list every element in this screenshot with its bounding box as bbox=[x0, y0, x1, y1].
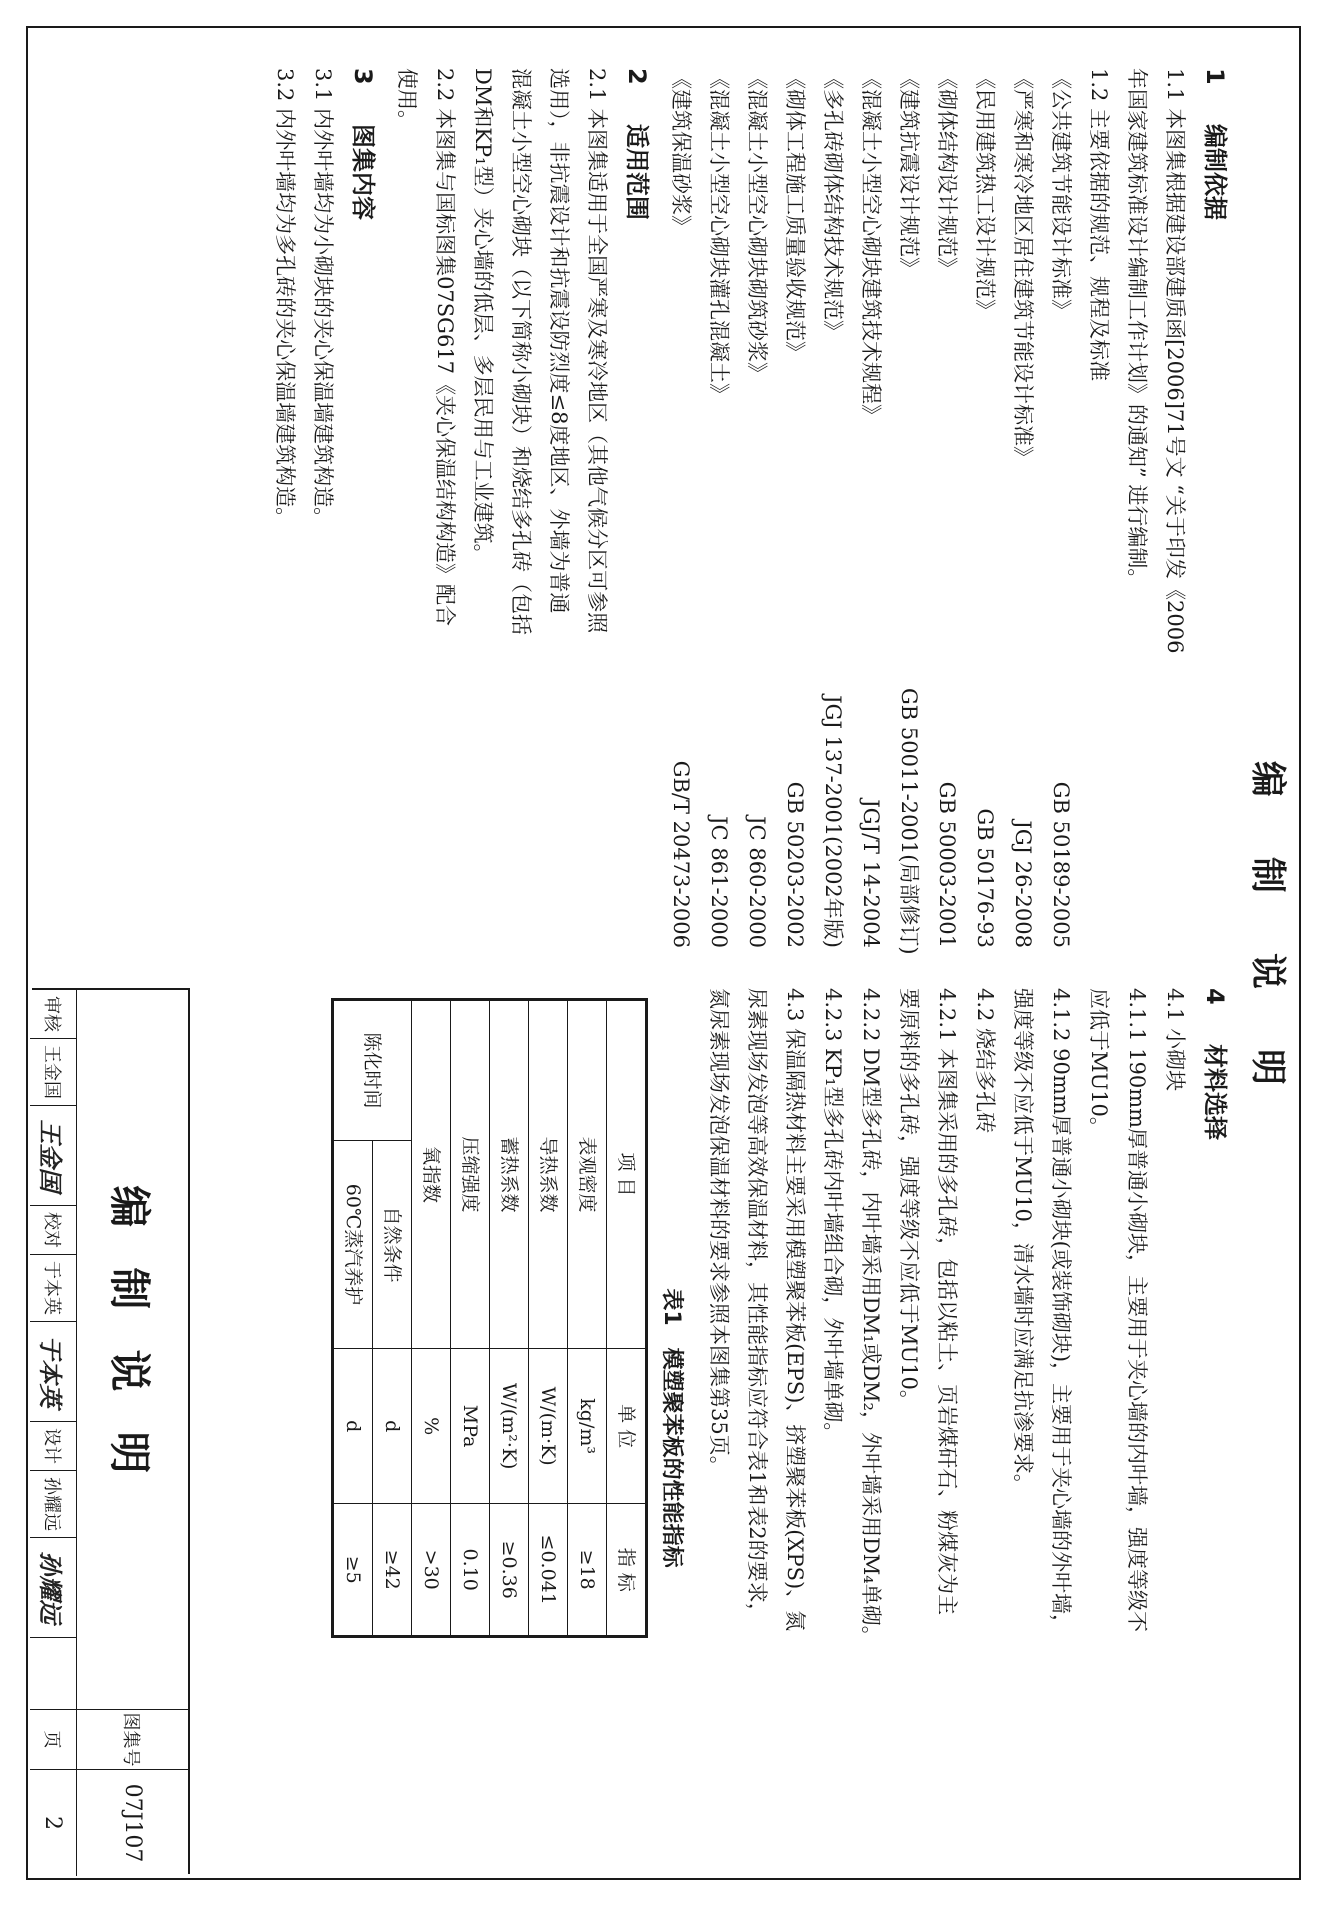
standard-code: GB 50203-2002 bbox=[783, 781, 807, 948]
section-4-title bbox=[1196, 988, 1234, 1868]
review-name: 王金国 bbox=[30, 1039, 76, 1106]
para-4-1-2-b: 强度等级不应低于MU10，清水墙时应满足抗渗要求。 bbox=[1011, 988, 1035, 1495]
para-1-2: 1.2 主要依据的规范、规程及标准 bbox=[1087, 68, 1111, 382]
section-4-label: 材料选择 bbox=[1201, 1044, 1229, 1140]
standard-code: GB 50011-2001(局部修订) bbox=[897, 688, 921, 955]
standard-code: JGJ 26-2008 bbox=[1011, 820, 1035, 948]
standard-item bbox=[662, 68, 700, 948]
section-1-label: 编制依据 bbox=[1201, 124, 1229, 220]
table-cell-value: 0.10 bbox=[451, 1504, 490, 1637]
table-cell-item: 60℃蒸汽养护 bbox=[333, 1141, 373, 1349]
table-row bbox=[412, 1000, 451, 1637]
standard-item bbox=[890, 68, 928, 955]
table-cell-value: ≥0.36 bbox=[490, 1504, 529, 1637]
check-name: 于本英 bbox=[30, 1255, 76, 1322]
table-cell-unit: kg/m³ bbox=[568, 1348, 607, 1504]
section-3-number: 3 bbox=[349, 68, 377, 85]
standard-code: GB/T 20473-2006 bbox=[669, 760, 693, 948]
standards-list bbox=[662, 68, 1080, 955]
standard-code: JGJ/T 14-2004 bbox=[859, 799, 883, 948]
table-row bbox=[529, 1000, 568, 1637]
section-1-number: 1 bbox=[1201, 68, 1229, 85]
para-2-2-a: 2.2 本图集与国标图集07SG617《夹心保温结构构造》配合 bbox=[433, 68, 457, 627]
standard-item bbox=[814, 68, 852, 948]
standard-name: 《多孔砖砌体结构技术规范》 bbox=[821, 68, 845, 341]
table-cell-value: ≥42 bbox=[373, 1504, 412, 1637]
left-column bbox=[266, 68, 1240, 955]
section-2-title bbox=[618, 68, 656, 948]
standard-name: 《砌体工程施工质量验收规范》 bbox=[783, 68, 807, 362]
standard-item bbox=[700, 68, 738, 948]
standard-item bbox=[966, 68, 1004, 948]
table-cell-item: 压缩强度 bbox=[451, 1000, 490, 1349]
design-signature: 孙耀远 bbox=[30, 1538, 76, 1638]
table-row bbox=[568, 1000, 607, 1637]
page-number: 2 bbox=[40, 1816, 66, 1830]
table-cell-unit: d bbox=[373, 1348, 412, 1504]
table-cell-value: ≥18 bbox=[568, 1504, 607, 1637]
para-2-2-b: 使用。 bbox=[395, 68, 419, 131]
table-1-title: 表1 模塑聚苯板的性能指标 bbox=[659, 1288, 684, 1568]
para-2-1-c: 混凝土小型空心砌块（以下简称小砌块）和烧结多孔砖（包括 bbox=[509, 68, 533, 635]
table-cell-item: 表观密度 bbox=[568, 1000, 607, 1349]
section-1-title bbox=[1196, 68, 1234, 948]
drawing-sheet bbox=[28, 28, 1300, 1878]
standard-code: GB 50003-2001 bbox=[935, 781, 959, 948]
table-cell-item: 自然条件 bbox=[373, 1141, 412, 1349]
standard-name: 《建筑保温砂浆》 bbox=[669, 68, 693, 236]
table-header-unit: 单 位 bbox=[607, 1348, 647, 1504]
para-3-1: 3.1 内外叶墙均为小砌块的夹心保温墙建筑构造。 bbox=[311, 68, 335, 529]
page-title: 编制说明 bbox=[1247, 760, 1288, 1145]
atlas-code-label: 图集号 bbox=[76, 1710, 188, 1770]
para-4-3-b: 尿素现场发泡等高效保温材料，其性能指标应符合表1和表2的要求， bbox=[745, 988, 769, 1624]
check-label: 校对 bbox=[30, 1206, 76, 1255]
para-4-1: 4.1 小砌块 bbox=[1163, 988, 1187, 1092]
review-label: 审核 bbox=[30, 990, 76, 1039]
design-label: 设计 bbox=[30, 1422, 76, 1471]
standard-name: 《严寒和寒冷地区居住建筑节能设计标准》 bbox=[1011, 68, 1035, 467]
table-cell-value: ≥5 bbox=[333, 1504, 373, 1637]
table-cell-unit: W/(m·K) bbox=[529, 1348, 568, 1504]
standard-item bbox=[1004, 68, 1042, 948]
title-block bbox=[32, 988, 190, 1874]
table-cell-item: 导热系数 bbox=[529, 1000, 568, 1349]
table-row bbox=[490, 1000, 529, 1637]
section-2-label: 适用范围 bbox=[623, 124, 651, 220]
standard-item bbox=[738, 68, 776, 948]
para-4-2-1-b: 要原料的多孔砖，强度等级不应低于MU10。 bbox=[897, 988, 921, 1411]
section-4-number: 4 bbox=[1201, 988, 1229, 1005]
standard-code: JC 860-2000 bbox=[745, 816, 769, 948]
para-4-1-2-a: 4.1.2 90mm厚普通小砌块(或装饰砌块)，主要用于夹心墙的外叶墙， bbox=[1049, 988, 1073, 1636]
table-header-item: 项 目 bbox=[607, 1000, 647, 1349]
para-4-2-1-a: 4.2.1 本图集采用的多孔砖，包括以粘土、页岩煤矸石、粉煤灰为主 bbox=[935, 988, 959, 1616]
table-cell-item: 氧指数 bbox=[412, 1000, 451, 1349]
para-2-1-a: 2.1 本图集适用于全国严寒及寒冷地区（其他气候分区可参照 bbox=[585, 68, 609, 634]
section-3-title bbox=[344, 68, 382, 948]
eps-properties-table bbox=[331, 998, 648, 1638]
title-block-title: 编制说明 bbox=[76, 990, 188, 1710]
standard-name: 《混凝土小型空心砌块砌筑砂浆》 bbox=[745, 68, 769, 383]
table-header-value: 指 标 bbox=[607, 1504, 647, 1637]
page-label: 页 bbox=[30, 1710, 76, 1770]
para-1-1-a: 1.1 本图集根据建设部建质函[2006]71号文 “关于印发《2006 bbox=[1163, 68, 1187, 654]
standard-name: 《砌体结构设计规范》 bbox=[935, 68, 959, 278]
standard-item bbox=[852, 68, 890, 948]
para-4-1-1-b: 应低于MU10。 bbox=[1087, 988, 1111, 1138]
standard-name: 《公共建筑节能设计标准》 bbox=[1049, 68, 1073, 320]
table-cell-value: ≤0.041 bbox=[529, 1504, 568, 1637]
standard-name: 《混凝土小型空心砌块灌孔混凝土》 bbox=[707, 68, 731, 404]
table-cell-unit: MPa bbox=[451, 1348, 490, 1504]
para-3-2: 3.2 内外叶墙均为多孔砖的夹心保温墙建筑构造。 bbox=[273, 68, 297, 529]
review-signature: 王金国 bbox=[30, 1106, 76, 1206]
para-4-2-3: 4.2.3 KP₁型多孔砖内叶墙组合砌，外叶墙单砌。 bbox=[821, 988, 845, 1444]
table-cell-unit: W/(m²·K) bbox=[490, 1348, 529, 1504]
standard-code: GB 50176-93 bbox=[973, 808, 997, 948]
standard-code: GB 50189-2005 bbox=[1049, 781, 1073, 948]
standard-name: 《民用建筑热工设计规范》 bbox=[973, 68, 997, 320]
standard-name: 《建筑抗震设计规范》 bbox=[897, 68, 921, 278]
design-name: 孙耀远 bbox=[30, 1471, 76, 1538]
standard-item bbox=[1042, 68, 1080, 948]
para-2-1-d: DM和KP₁型）夹心墙的低层、多层民用与工业建筑。 bbox=[471, 68, 495, 565]
para-4-2-2: 4.2.2 DM型多孔砖，内叶墙采用DM₁或DM₂，外叶墙采用DM₄单砌。 bbox=[859, 988, 883, 1647]
standard-code: JC 861-2000 bbox=[707, 816, 731, 948]
section-3-label: 图集内容 bbox=[349, 124, 377, 220]
table-cell-item: 蓄热系数 bbox=[490, 1000, 529, 1349]
check-signature: 于本英 bbox=[30, 1322, 76, 1422]
right-column bbox=[331, 988, 1240, 1868]
table-cell-unit: d bbox=[333, 1348, 373, 1504]
para-4-1-1-a: 4.1.1 190mm厚普通小砌块，主要用于夹心墙的内叶墙，强度等级不 bbox=[1125, 988, 1149, 1633]
para-1-1-b: 年国家建筑标准设计编制工作计划》的通知” 进行编制。 bbox=[1125, 68, 1149, 590]
standard-item bbox=[928, 68, 966, 948]
signature-row bbox=[30, 990, 76, 1710]
table-group-label: 陈化时间 bbox=[333, 1000, 412, 1141]
para-4-2: 4.2 烧结多孔砖 bbox=[973, 988, 997, 1134]
standard-item bbox=[776, 68, 814, 948]
table-row bbox=[451, 1000, 490, 1637]
table-cell-value: >30 bbox=[412, 1504, 451, 1637]
standard-code: JGJ 137-2001(2002年版) bbox=[821, 695, 845, 948]
atlas-code: 07J107 bbox=[76, 1770, 188, 1876]
standard-name: 《混凝土小型空心砌块建筑技术规程》 bbox=[859, 68, 883, 425]
para-4-3-c: 氮尿素现场发泡保温材料的要求参照本图集第35页。 bbox=[707, 988, 731, 1477]
table-cell-unit: % bbox=[412, 1348, 451, 1504]
para-2-1-b: 选用），非抗震设计和抗震设防烈度≤8度地区、外墙为普通 bbox=[547, 68, 571, 614]
section-2-number: 2 bbox=[623, 68, 651, 85]
table-row bbox=[373, 1000, 412, 1637]
para-4-3-a: 4.3 保温隔热材料主要采用模塑聚苯板(EPS)、挤塑聚苯板(XPS)、氮 bbox=[783, 988, 807, 1632]
table-header-row bbox=[607, 1000, 647, 1637]
